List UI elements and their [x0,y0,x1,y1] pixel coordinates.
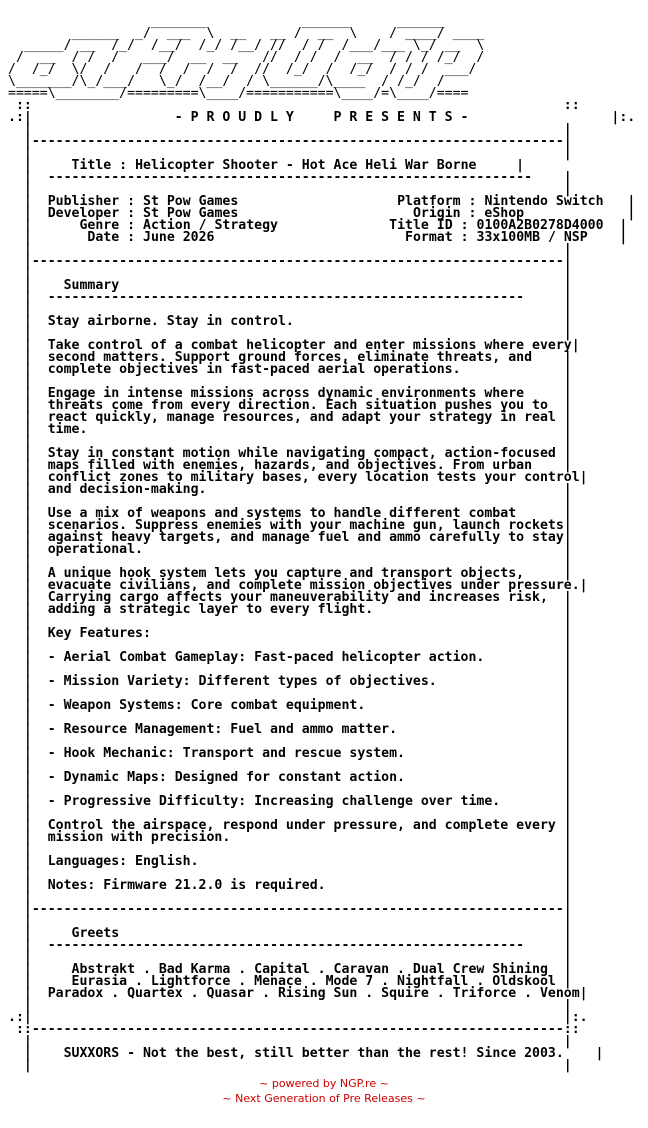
summary-paragraph: | Stay airborne. Stay in control. | [23,314,572,329]
blank-line: | | [23,374,572,389]
publisher-value: St Pow Games [143,194,239,209]
summary-paragraph: | threats come from every direction. Each situation pushes you to | [23,398,572,413]
feature-item: | - Dynamic Maps: Designed for constant action. | [23,770,572,785]
blank-line: | | [23,866,572,881]
titleid-label: Title ID [389,218,453,233]
greets-line: | Paradox . Quartex . Quasar . Rising Sun . Squire . Triforce . Venom| [23,986,588,1001]
origin-value: eShop [484,206,525,221]
blank-line: | | [23,758,572,773]
notes-line: | Notes: Firmware 21.2.0 is required. | [23,878,572,893]
feature-item: | - Mission Variety: Different types of objectives. | [23,674,572,689]
greets-line: | Eurasia . Lightforce . Menace . Mode 7 . Nightfall . Oldskool | [23,974,572,989]
summary-paragraph: | react quickly, manage resources, and adapt your strategy in real | [23,410,572,425]
format-value: 33x100MB / NSP [476,230,588,245]
summary-paragraph: | Take control of a combat helicopter and enter missions where every| [23,338,580,353]
genre-value: Action / Strategy [143,218,278,233]
presents-banner: - P R O U D L Y P R E S E N T S - [174,110,469,125]
summary-paragraph: | conflict zones to military bases, every location tests your control| [23,470,588,485]
developer-value: St Pow Games [143,206,239,221]
summary-paragraph: | operational. | [23,542,572,557]
summary-heading: Summary [63,278,120,293]
summary-closing: | Control the airspace, respond under pressure, and complete every | [23,818,572,833]
summary-paragraph: | Engage in intense missions across dynamic environments where | [23,386,572,401]
blank-line: | | [23,782,572,797]
summary-paragraph: | Carrying cargo affects your maneuverability and increases risk, | [23,590,572,605]
titleid-value: 0100A2B0278D4000 [476,218,604,233]
summary-paragraph: | time. | [23,422,572,437]
tagline: SUXXORS - Not the best, still better than the rest! Since 2003. [63,1046,564,1061]
publisher-label: Publisher [47,194,120,209]
feature-item: | - Weapon Systems: Core combat equipment. | [23,698,572,713]
blank-line: | | [23,734,572,749]
blank-line: | | [23,890,572,905]
feature-item: | - Progressive Difficulty: Increasing challenge over time. | [23,794,572,809]
blank-line: | | [23,806,572,821]
key-features-heading: | Key Features: | [23,626,572,641]
summary-body [8,314,588,905]
summary-paragraph: | Stay in constant motion while navigating compact, action-focused | [23,446,572,461]
genre-label: Genre [79,218,120,233]
summary-paragraph: | against heavy targets, and manage fuel and ammo carefully to stay| [23,530,572,545]
summary-paragraph: | A unique hook system lets you capture and transport objects, | [23,566,572,581]
summary-paragraph: | scenarios. Suppress enemies with your machine gun, launch rockets| [23,518,572,533]
summary-paragraph: | complete objectives in fast-paced aerial operations. | [23,362,572,377]
blank-line: | | [23,554,572,569]
format-label: Format [405,230,453,245]
summary-paragraph: | maps filled with enemies, hazards, and objectives. From urban | [23,458,572,473]
feature-item: | - Hook Mechanic: Transport and rescue system. | [23,746,572,761]
blank-line: | | [23,434,572,449]
languages-line: | Languages: English. | [23,854,572,869]
blank-line: | | [23,494,572,509]
blank-line: | | [23,686,572,701]
developer-label: Developer [47,206,120,221]
feature-item: | - Resource Management: Fuel and ammo matter. | [23,722,572,737]
summary-closing: | mission with precision. | [23,830,572,845]
blank-line: | | [23,326,572,341]
blank-line: | | [23,614,572,629]
greets-line: | Abstrakt . Bad Karma . Capital . Caravan . Dual Crew Shining | [23,962,572,977]
blank-line: | | [23,842,572,857]
blank-line: | | [23,662,572,677]
summary-paragraph: | adding a strategic layer to every flight. | [23,602,572,617]
summary-paragraph: | evacuate civilians, and complete mission objectives under pressure.| [23,578,588,593]
greets-heading: Greets [71,926,120,941]
next-gen-link[interactable]: ~ Next Generation of Pre Releases ~ [222,1092,426,1105]
blank-line: | | [23,638,572,653]
group-logo-ascii: _______ ______ ______ ______ _/ ___ \ __ __ / __ \ / ____/ ____ _____/ __ /_/ /__/ /_/ /__/ // / / /___/___ \_/ __ \ / __ / / / ___/ __ __ // / / / __ / / / /_/ / / /_/ \/ / / / / / / // /_/ / /_/ / / / ___/ \_______/\_/___/ \_/ /__/ / \______/\____ / /_/ / =====\________/=========\____/===========\____/=\____/==== [8,14,485,101]
origin-label: Origin [412,206,461,221]
summary-paragraph: | Use a mix of weapons and systems to handle different combat | [23,506,572,521]
site-footer [0,1076,648,1106]
platform-label: Platform [397,194,461,209]
platform-value: Nintendo Switch [484,194,604,209]
greets-body [8,962,588,1001]
date-value: June 2026 [143,230,215,245]
powered-by-link[interactable]: ~ powered by NGP.re ~ [259,1077,389,1090]
blank-line: | | [23,710,572,725]
summary-paragraph: | second matters. Support ground forces, eliminate threats, and | [23,350,572,365]
title-value: Helicopter Shooter - Hot Ace Heli War Borne [135,158,477,173]
summary-paragraph: | and decision-making. | [23,482,572,497]
feature-item: | - Aerial Combat Gameplay: Fast-paced helicopter action. | [23,650,572,665]
nfo-document: _______ ______ ______ ______ _/ ___ \ __ __ / __ \ / ____/ ____ _____/ __ /_/ /__/ /_/ /__/ // / / /___/___ \_/ __ \ / __ / / / ___/ __ __ // / / / __ / / / /_/ / / /_/ \/ / / / / / / // /_/ / /_/ / / / ___/ \_______/\_/___/ \_/ /__/ / \______/\____ / /_/ / =====\________/=========\____/===========\____/=\____/==== :: :: .:| - P R O U D L Y P R E S E N T S - |:. | | |-------------------------------------------------------------------| | | | Title : Helicopter Shooter - Hot Ace Heli War Borne | | ------------------------------------------------------------- | | | | Publisher : St Pow Games Platform : Nintendo Switch | | Developer : St Pow Games Origin : eShop | | Genre : Action / Strategy Title ID : 0100A2B0278D4000 | | Date : June 2026 Format : 33x100MB / NSP | | | |-------------------------------------------------------------------| | | | Summary | | ------------------------------------------------------------ | | | | Stay airborne. Stay in control. | | | | Take control of a combat helicopter and enter missions where every| | second matters. Support ground forces, eliminate threats, and | | complete objectives in fast-paced aerial operations. | | | | Engage in intense missions across dynamic environments where | | threats come from every direction. Each situation pushes you to | | react quickly, manage resources, and adapt your strategy in real | | time. | | | | Stay in constant motion while navigating compact, action-focused | | maps filled with enemies, hazards, and objectives. From urban | | conflict zones to military bases, every location tests your control| | and decision-making. | | | | Use a mix of weapons and systems to handle different combat | | scenarios. Suppress enemies with your machine gun, launch rockets| | against heavy targets, and manage fuel and ammo carefully to stay| | operational. | | | | A unique hook system lets you capture and transport objects, | | evacuate civilians, and complete mission objectives under pressure.| | Carrying cargo affects your maneuverability and increases risk, | | adding a strategic layer to every flight. | | | | Key Features: | | | | - Aerial Combat Gameplay: Fast-paced helicopter action. | | | | - Mission Variety: Different types of objectives. | | | | - Weapon Systems: Core combat equipment. | | | | - Resource Management: Fuel and ammo matter. | | | | - Hook Mechanic: Transport and rescue system. | | | | - Dynamic Maps: Designed for constant action. | | | | - Progressive Difficulty: Increasing challenge over time. | | | | Control the airspace, respond under pressure, and complete every | | mission with precision. | | | | Languages: English. | | | | Notes: Firmware 21.2.0 is required. | | | |-------------------------------------------------------------------| | | | Greets | | ------------------------------------------------------------ | | | | Abstrakt . Bad Karma . Capital . Caravan . Dual Crew Shining | | Eurasia . Lightforce . Menace . Mode 7 . Nightfall . Oldskool | | Paradox . Quartex . Quasar . Rising Sun . Squire . Triforce . Venom| | | .:| |:. ::-------------------------------------------------------------------:: | | | SUXXORS - Not the best, still better than the rest! Since 2003. | | | [8,14,636,1073]
title-label: Title [71,158,112,173]
date-label: Date [87,230,120,245]
